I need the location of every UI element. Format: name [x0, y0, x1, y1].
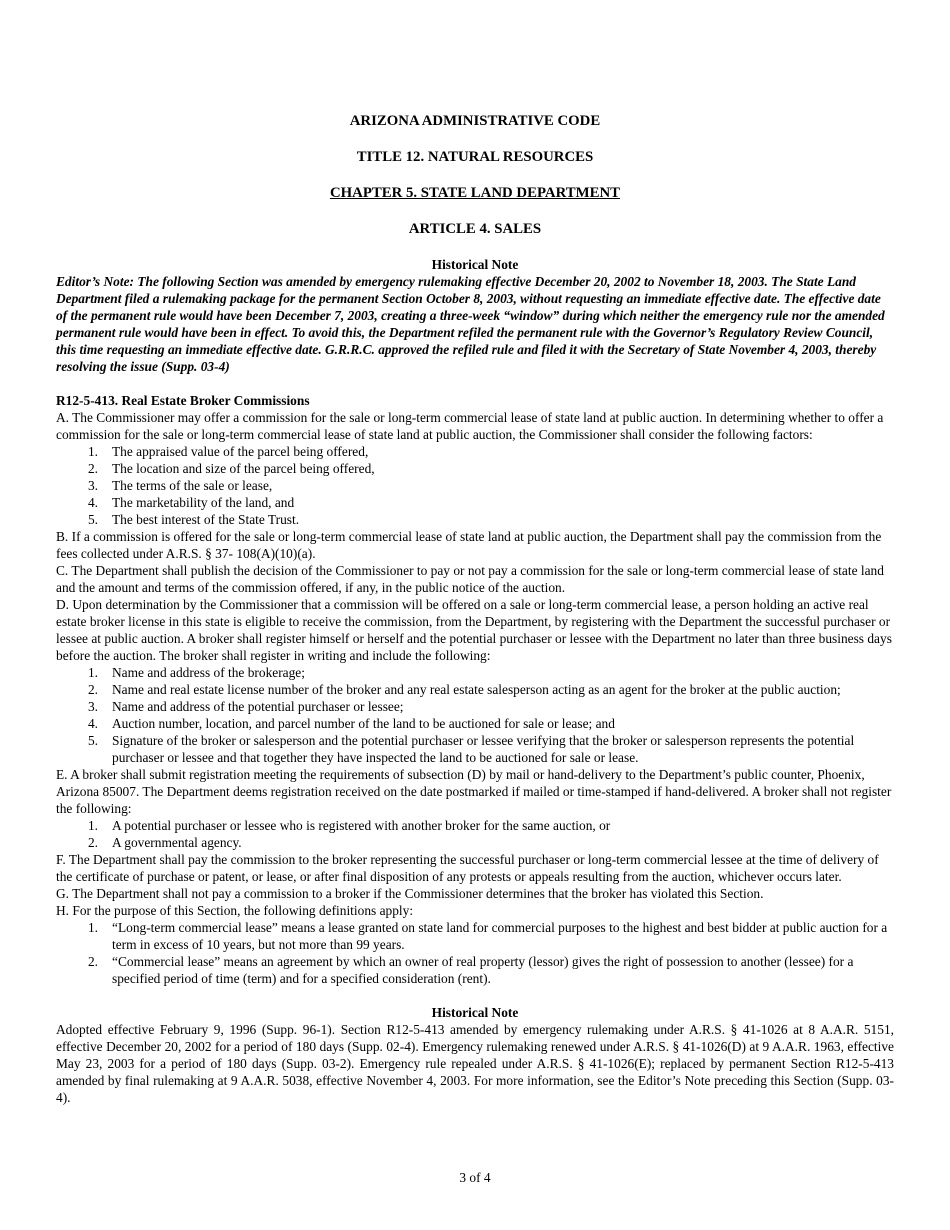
list-item-text: A governmental agency.: [112, 835, 242, 850]
subsection-e: E. A broker shall submit registration meeting the requirements of subsection (D) by mail or hand-delivery to the Department’s public counter, Phoenix, Arizona 85007. The Department deems registration received on the date postmarked if mailed or time-stamped if hand-delivered. A broker shall not register the following:: [56, 767, 892, 816]
list-item: [56, 460, 894, 477]
spacer: [56, 987, 894, 1004]
historical-note-text: Adopted effective February 9, 1996 (Supp. 96-1). Section R12-5-413 amended by emergency rulemaking under A.R.S. § 41-1026 at 8 A.A.R. 5151, effective December 20, 2002 for a period of 180 days (Supp. 02-4). Emergency rulemaking renewed under A.R.S. § 41-1026(D) at 9 A.A.R. 1963, effective May 23, 2003 for a period of 180 days (Supp. 03-2). Emergency rule repealed under A.R.S. § 41-1026(E); replaced by permanent Section R12-5-413 amended by final rulemaking at 9 A.A.R. 5038, effective November 4, 2003. For more information, see the Editor’s Note preceding this Section (Supp. 03-4).: [56, 1022, 894, 1105]
page-number: 3 of 4: [459, 1170, 491, 1185]
subsection-g: G. The Department shall not pay a commission to a broker if the Commissioner determines that the broker has violated this Section.: [56, 886, 764, 901]
list-number: 2.: [87, 954, 98, 969]
subsection-c: C. The Department shall publish the decision of the Commissioner to pay or not pay a commission for the sale or long-term commercial lease of state land and the amount and terms of the commission offered, if any, in the public notice of the auction.: [56, 563, 884, 595]
list-item: [56, 664, 894, 681]
list-item: [56, 477, 894, 494]
list-number: 3.: [87, 478, 98, 493]
list-item-text: The marketability of the land, and: [112, 495, 295, 510]
code-title: ARIZONA ADMINISTRATIVE CODE: [349, 113, 601, 129]
list-item: [56, 834, 894, 851]
list-item: [56, 511, 894, 528]
subsection-d-list: [56, 664, 894, 766]
list-number: 1.: [87, 818, 98, 833]
list-item: [56, 443, 894, 460]
list-item: [56, 681, 894, 698]
list-number: 1.: [87, 444, 98, 459]
historical-note-heading: Historical Note: [431, 257, 519, 272]
list-item-text: Name and real estate license number of the broker and any real estate salesperson acting as an agent for the broker at the public auction;: [112, 682, 841, 697]
list-item: [56, 698, 894, 715]
subsection-f: F. The Department shall pay the commission to the broker representing the successful purchaser or long-term commercial lessee at the time of delivery of the certificate of purchase or patent, or lease, or after final disposition of any protests or appeals resulting from the auction, whichever occurs later.: [56, 852, 879, 884]
subsection-a-list: [56, 443, 894, 528]
list-item-text: Name and address of the potential purchaser or lessee;: [112, 699, 404, 714]
subsection-d: D. Upon determination by the Commissioner that a commission will be offered on a sale or long-term commercial lease, a person holding an active real estate broker license in this state is eligible to receive the commission, from the Department, by registering with the Department the successful purchaser or lessee at public auction. A broker shall register himself or herself and the potential purchaser or lessee with the Department no later than three business days before the auction. The broker shall register in writing and include the following:: [56, 597, 892, 663]
list-item: [56, 494, 894, 511]
list-item-text: The appraised value of the parcel being offered,: [112, 444, 369, 459]
historical-note-heading-2: Historical Note: [431, 1005, 519, 1020]
list-item-text: The location and size of the parcel being offered,: [112, 461, 375, 476]
list-number: 2.: [87, 835, 98, 850]
section-title: R12-5-413. Real Estate Broker Commissions: [56, 393, 310, 408]
list-number: 4.: [87, 495, 98, 510]
list-item-text: “Long-term commercial lease” means a lease granted on state land for commercial purposes to the highest and best bidder at public auction for a term in excess of 10 years, but not more than 99 years.: [112, 920, 888, 952]
subsection-a: A. The Commissioner may offer a commission for the sale or long-term commercial lease of state land at public auction. In determining whether to offer a commission for the sale or long-term commercial lease of state land at public auction, the Commissioner shall consider the following factors:: [56, 410, 884, 442]
list-item: [56, 919, 894, 953]
list-item: [56, 715, 894, 732]
subsection-h: H. For the purpose of this Section, the following definitions apply:: [56, 903, 414, 918]
list-number: 5.: [87, 512, 98, 527]
subsection-h-list: [56, 919, 894, 987]
list-number: 5.: [87, 733, 98, 748]
list-number: 2.: [87, 682, 98, 697]
list-item-text: “Commercial lease” means an agreement by which an owner of real property (lessor) gives the right of possession to another (lessee) for a specified period of time (term) and for a specified consideration (rent).: [112, 954, 854, 986]
list-number: 3.: [87, 699, 98, 714]
list-number: 1.: [87, 665, 98, 680]
editors-note: Editor’s Note: The following Section was amended by emergency rulemaking effective December 20, 2002 to November 18, 2003. The State Land Department filed a rulemaking package for the permanent Section October 8, 2003, without requesting an immediate effective date. The effective date of the permanent rule would have been December 7, 2003, creating a three-week “window” during which neither the emergency rule nor the amended permanent rule would have been in effect. To avoid this, the Department refiled the permanent rule with the Governor’s Regulatory Review Council, this time requesting an immediate effective date. G.R.R.C. approved the refiled rule and filed it with the Secretary of State November 4, 2003, thereby resolving the issue (Supp. 03-4): [56, 274, 885, 374]
title-heading: TITLE 12. NATURAL RESOURCES: [356, 149, 594, 165]
list-item: [56, 953, 894, 987]
list-item: [56, 732, 894, 766]
list-item-text: A potential purchaser or lessee who is registered with another broker for the same auction, or: [112, 818, 611, 833]
list-item-text: The best interest of the State Trust.: [112, 512, 300, 527]
subsection-e-list: [56, 817, 894, 851]
subsection-b: B. If a commission is offered for the sale or long-term commercial lease of state land at public auction, the Department shall pay the commission from the fees collected under A.R.S. § 37- 108(A)(10)(a).: [56, 529, 882, 561]
list-item: [56, 817, 894, 834]
list-number: 4.: [87, 716, 98, 731]
page-content: [56, 112, 894, 1106]
article-heading: ARTICLE 4. SALES: [408, 221, 542, 237]
list-item-text: Name and address of the brokerage;: [112, 665, 305, 680]
list-item-text: The terms of the sale or lease,: [112, 478, 273, 493]
chapter-heading: CHAPTER 5. STATE LAND DEPARTMENT: [329, 185, 621, 201]
list-number: 2.: [87, 461, 98, 476]
list-number: 1.: [87, 920, 98, 935]
list-item-text: Auction number, location, and parcel number of the land to be auctioned for sale or lease; and: [112, 716, 615, 731]
list-item-text: Signature of the broker or salesperson and the potential purchaser or lessee verifying that the broker or salesperson represents the potential purchaser or lessee and that together they have inspected the land to be auctioned for sale or lease.: [112, 733, 855, 765]
